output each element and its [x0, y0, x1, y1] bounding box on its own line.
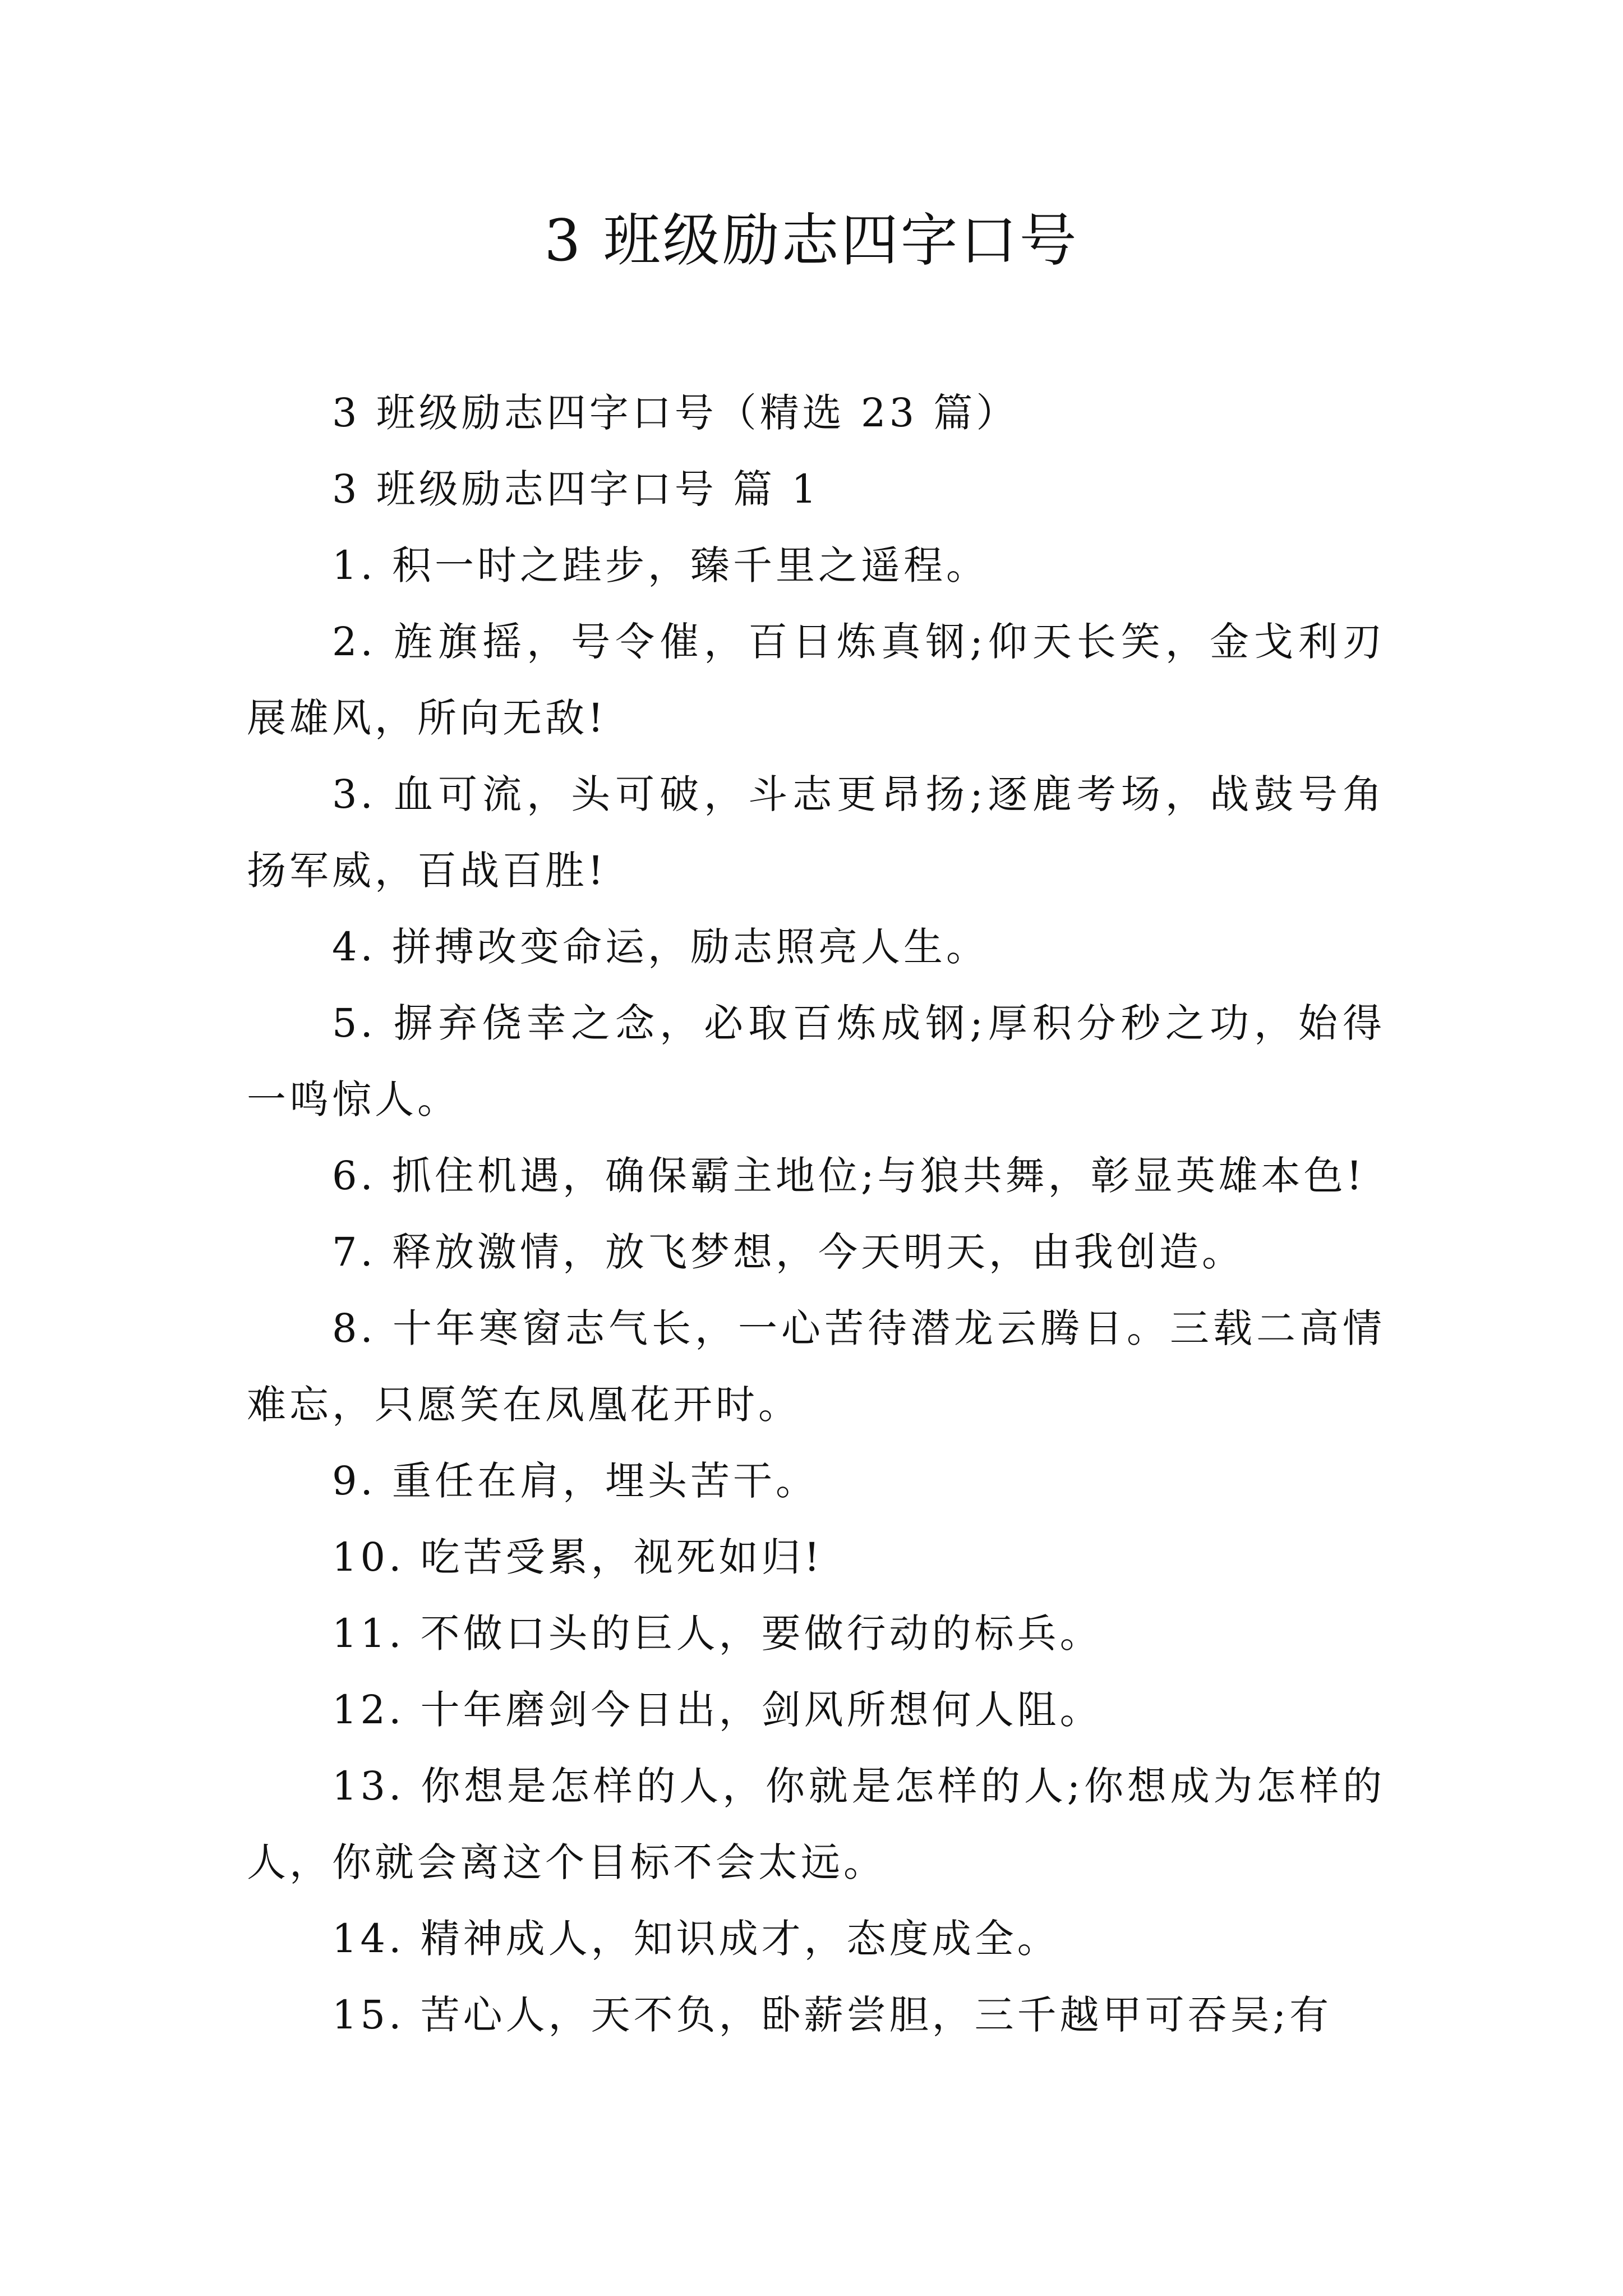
slogan-item-2: 2. 旌旗摇，号令催，百日炼真钢;仰天长笑，金戈利刃展雄风，所向无敌! [247, 619, 1385, 741]
document-body [247, 375, 1385, 2053]
slogan-item-4: 4. 拼搏改变命运，励志照亮人生。 [332, 924, 989, 970]
slogan-item-5: 5. 摒弃侥幸之念，必取百炼成钢;厚积分秒之功，始得一鸣惊人。 [247, 1000, 1385, 1122]
slogan-item-1: 1. 积一时之跬步，臻千里之遥程。 [332, 542, 989, 588]
slogan-item-7: 7. 释放激情，放飞梦想，今天明天，由我创造。 [332, 1229, 1245, 1275]
subtitle-line: 3 班级励志四字口号（精选 23 篇） [332, 390, 1019, 436]
slogan-item-9: 9. 重任在肩，埋头苦干。 [332, 1458, 819, 1504]
slogan-item-12: 12. 十年磨剑今日出，剑风所想何人阻。 [332, 1687, 1103, 1733]
slogan-item-14: 14. 精神成人，知识成才，态度成全。 [332, 1916, 1060, 1962]
slogan-item-10: 10. 吃苦受累，视死如归! [332, 1534, 823, 1580]
slogan-item-13: 13. 你想是怎样的人，你就是怎样的人;你想成为怎样的人，你就会离这个目标不会太远。 [247, 1763, 1385, 1885]
slogan-item-3: 3. 血可流，头可破，斗志更昂扬;逐鹿考场，战鼓号角扬军威，百战百胜! [247, 771, 1385, 894]
slogan-item-8: 8. 十年寒窗志气长，一心苦待潜龙云腾日。三载二高情难忘，只愿笑在凤凰花开时。 [247, 1305, 1385, 1428]
slogan-item-15: 15. 苦心人，天不负，卧薪尝胆，三千越甲可吞吴;有 [332, 1992, 1332, 2038]
slogan-item-6: 6. 抓住机遇，确保霸主地位;与狼共舞，彰显英雄本色! [332, 1153, 1366, 1199]
document-title: 3 班级励志四字口号 [544, 208, 1079, 274]
section-heading: 3 班级励志四字口号 篇 1 [332, 466, 820, 512]
slogan-item-11: 11. 不做口头的巨人，要做行动的标兵。 [332, 1611, 1103, 1657]
